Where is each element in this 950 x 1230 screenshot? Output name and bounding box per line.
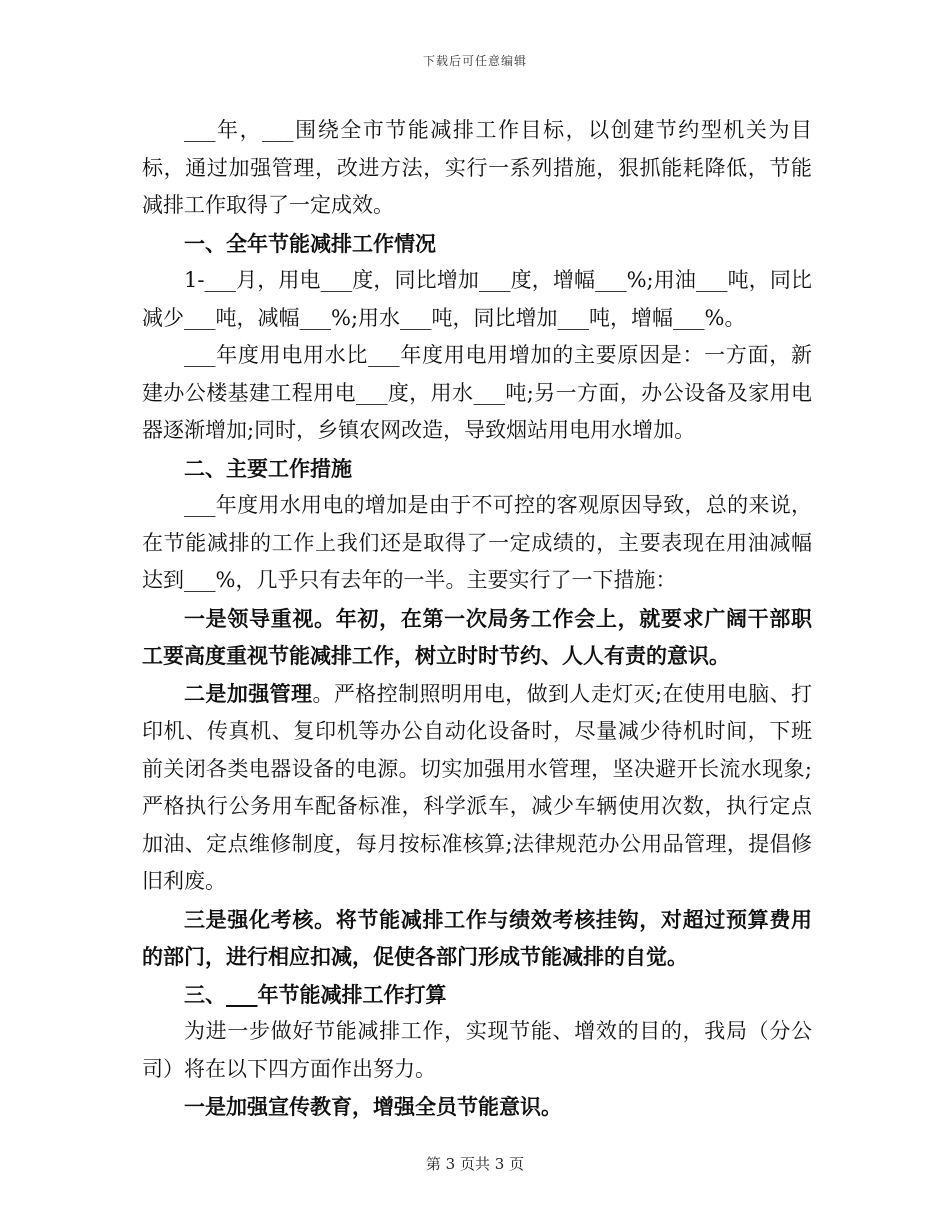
measure-management-paragraph — [142, 675, 812, 901]
page-header-note: 下载后可任意编辑 — [422, 54, 527, 68]
usage-stats-paragraph: 1-___月，用电___度，同比增加___度，增幅___%;用油___吨，同比减少___吨，减幅___%;用水___吨，同比增加___吨，增幅___%。 — [142, 268, 812, 330]
section-heading-3: 三、___年节能减排工作打算 — [184, 981, 447, 1007]
intro-paragraph: ___年，___围绕全市节能减排工作目标，以创建节约型机关为目标，通过加强管理，改进方法，实行一系列措施，狠抓能耗降低，节能减排工作取得了一定成效。 — [142, 118, 812, 217]
measures-intro-paragraph: ___年度用水用电的增加是由于不可控的客观原因导致，总的来说，在节能减排的工作上我们还是取得了一定成绩的，主要表现在用油减幅达到___%，几乎只有去年的一半。主要实行了一下措施： — [142, 493, 812, 592]
measure-management-lead: 二是加强管理 — [184, 680, 313, 706]
measure-assessment-paragraph: 三是强化考核。将节能减排工作与绩效考核挂钩，对超过预算费用的部门，进行相应扣减，促使各部门形成节能减排的自觉。 — [142, 906, 812, 969]
plan-intro-paragraph: 为进一步做好节能减排工作，实现节能、增效的目的，我局（分公司）将在以下四方面作出努力。 — [142, 1019, 812, 1081]
plan-education-paragraph: 一是加强宣传教育，增强全员节能意识。 — [184, 1094, 562, 1119]
page-number: 第 3 页共 3 页 — [425, 1155, 525, 1173]
measure-management-body: 。严格控制照明用电，做到人走灯灭;在使用电脑、打印机、传真机、复印机等办公自动化设备时，尽量减少待机时间，下班前关闭各类电器设备的电源。切实加强用水管理，坚决避开长流水现象;严格执行公务用车配备标准，科学派车，减少车辆使用次数，执行定点加油、定点维修制度，每月按标准核算;法律规范办公用品管理，提倡修旧利废。 — [142, 681, 812, 893]
measure-leadership-paragraph: 一是领导重视。年初，在第一次局务工作会上，就要求广阔干部职工要高度重视节能减排工作，树立时时节约、人人有责的意识。 — [142, 605, 812, 668]
section-heading-2: 二、主要工作措施 — [184, 455, 352, 481]
document-body — [142, 112, 812, 1126]
usage-reason-paragraph: ___年度用电用水比___年度用电用增加的主要原因是：一方面，新建办公楼基建工程用电___度，用水___吨;另一方面，办公设备及家用电器逐渐增加;同时，乡镇农网改造，导致烟站用电用水增加。 — [142, 343, 812, 442]
section-heading-1: 一、全年节能减排工作情况 — [184, 230, 436, 256]
